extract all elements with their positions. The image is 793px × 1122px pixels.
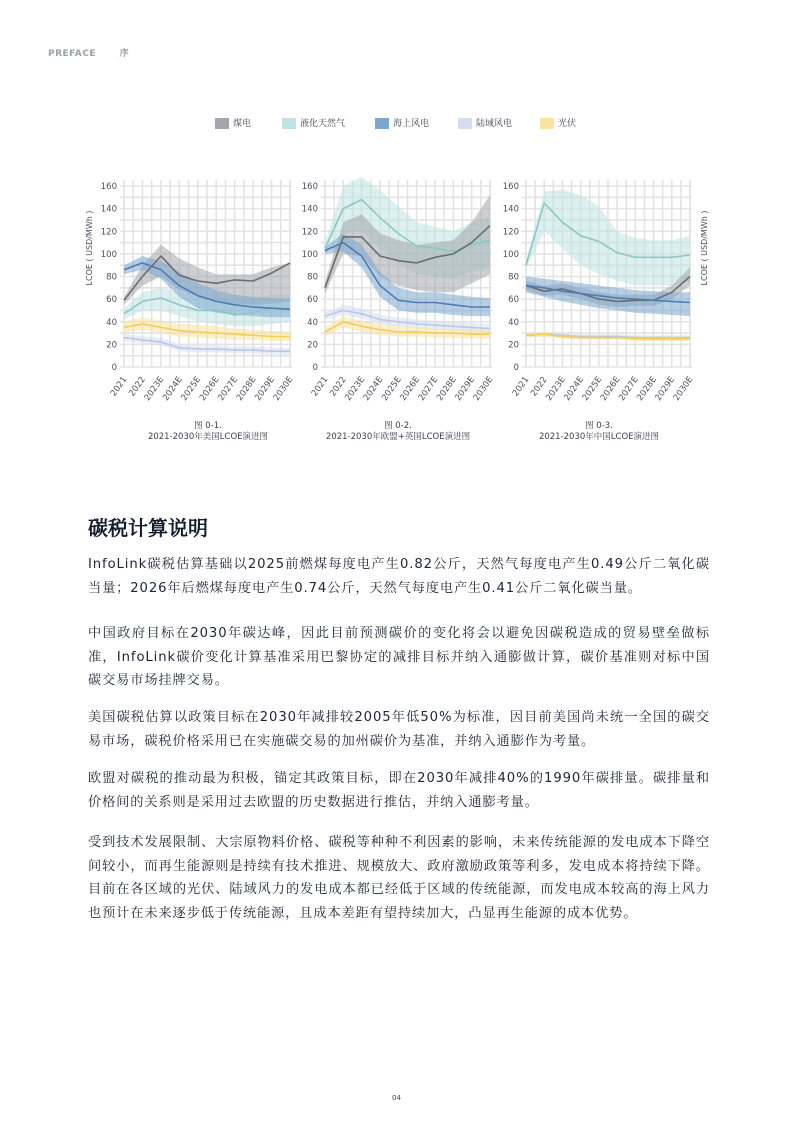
caption-title: 图 0-2. <box>384 421 412 431</box>
x-tick-label: 2025E <box>380 374 404 403</box>
x-tick-label: 2029E <box>253 374 278 403</box>
x-tick-label: 2021 <box>309 374 331 399</box>
y-tick-label: 140 <box>301 204 318 215</box>
x-tick-label: 2030E <box>271 374 296 403</box>
y-tick-label: 100 <box>100 249 117 260</box>
x-tick-label: 2021 <box>108 374 130 399</box>
x-tick-label: 2028E <box>635 374 660 403</box>
y-tick-label: 40 <box>307 317 318 328</box>
legend-label: 煤电 <box>233 119 252 129</box>
x-tick-label: 2027E <box>617 374 641 403</box>
y-tick-label: 140 <box>502 204 519 215</box>
caption-title: 图 0-3. <box>585 421 613 431</box>
x-tick-label: 2028E <box>234 374 259 403</box>
y-tick-label: 0 <box>312 363 318 373</box>
y-tick-label: 160 <box>100 182 117 192</box>
x-tick-label: 2030E <box>471 374 496 403</box>
caption-subtitle: 2021-2030年中国LCOE演进图 <box>538 432 660 442</box>
caption-cn <box>494 421 704 443</box>
x-tick-label: 2022 <box>328 374 349 399</box>
x-tick-label: 2024E <box>361 374 386 403</box>
x-tick-label: 2024E <box>161 374 185 403</box>
x-tick-label: 2025E <box>580 374 605 403</box>
x-tick-label: 2029E <box>453 374 478 403</box>
y-tick-label: 60 <box>106 295 117 306</box>
x-tick-label: 2022 <box>529 374 550 399</box>
legend-label: 液化天然气 <box>300 119 346 129</box>
x-tick-label: 2030E <box>671 374 696 403</box>
paragraph-3: 美国碳税估算以政策目标在2030年减排较2005年低50%为标准，因目前美国尚未统一全国的碳交易市场，碳税价格采用已在实施碳交易的加州碳价为基准，并纳入通膨作为考量。 <box>88 710 710 749</box>
x-tick-label: 2023E <box>142 374 167 403</box>
x-tick-label: 2027E <box>416 374 441 403</box>
y-tick-label: 120 <box>502 227 519 238</box>
y-tick-label: 100 <box>502 249 519 260</box>
caption-title: 图 0-1. <box>194 421 222 431</box>
paragraph-5: 受到技术发展限制、大宗原物料价格、碳税等种种不利因素的影响，未来传统能源的发电成本下降空间较小，而再生能源则是持续有技术推进、规模放大、政府激励政策等利多，发电成本将持续下降。目前在各区域的光伏、陆域风力的发电成本都已经低于区域的传统能源，而发电成本较高的海上风力也预计在未来逐步低于传统能源，且成本差距有望持续加大，凸显再生能源的成本优势。 <box>88 835 710 921</box>
y-tick-label: 100 <box>301 249 318 260</box>
y-tick-label: 120 <box>301 227 318 238</box>
paragraph-4: 欧盟对碳税的推动最为积极，锚定其政策目标，即在2030年减排40%的1990年碳排量。碳排量和价格间的关系则是采用过去欧盟的历史数据进行推估，并纳入通膨考量。 <box>88 771 710 810</box>
y-tick-label: 0 <box>513 363 519 373</box>
caption-us <box>103 421 313 443</box>
x-tick-label: 2022 <box>127 374 148 399</box>
chart-panel-3 <box>503 180 696 403</box>
chart-panel-1 <box>101 180 296 403</box>
y-tick-label: 60 <box>508 295 519 306</box>
caption-subtitle: 2021-2030年美国LCOE演进图 <box>147 432 269 442</box>
x-tick-label: 2026E <box>398 374 423 403</box>
y-axis-title: LCOE ( USD/MWh ) <box>700 210 709 286</box>
x-tick-label: 2027E <box>216 374 241 403</box>
y-tick-label: 80 <box>508 272 519 283</box>
paragraph-2: 中国政府目标在2030年碳达峰，因此目前预测碳价的变化将会以避免因碳税造成的贸易壁垒做标准，InfoLink碳价变化计算基准采用巴黎协定的减排目标并纳入通膨做计算，碳价基准则对标中国碳交易市场挂牌交易。 <box>88 626 710 688</box>
lcoe-charts <box>0 0 793 440</box>
page-number: 04 <box>392 1094 401 1102</box>
x-tick-label: 2026E <box>598 374 623 403</box>
y-tick-label: 140 <box>100 204 117 215</box>
x-tick-label: 2028E <box>435 374 459 403</box>
legend-label: 海上风电 <box>393 119 430 129</box>
caption-subtitle: 2021-2030年欧盟+英国LCOE演进图 <box>325 432 471 442</box>
y-tick-label: 20 <box>106 340 117 351</box>
y-tick-label: 120 <box>100 227 117 238</box>
y-tick-label: 20 <box>307 340 318 351</box>
caption-eu <box>293 421 503 443</box>
x-tick-label: 2026E <box>197 374 222 403</box>
y-tick-label: 40 <box>106 317 117 328</box>
y-tick-label: 40 <box>508 317 519 328</box>
chart-panel-2 <box>302 177 496 403</box>
section-title: 碳税计算说明 <box>88 516 208 540</box>
y-tick-label: 160 <box>502 182 519 192</box>
legend-label: 光伏 <box>558 119 577 129</box>
x-tick-label: 2024E <box>562 374 587 403</box>
y-tick-label: 60 <box>307 295 318 306</box>
y-tick-label: 20 <box>508 340 519 351</box>
paragraph-1: InfoLink碳税估算基础以2025前燃煤每度电产生0.82公斤，天然气每度电产生0.49公斤二氧化碳当量；2026年后燃煤每度电产生0.74公斤，天然气每度电产生0.41公斤二氧化碳当量。 <box>88 557 710 596</box>
x-tick-label: 2029E <box>653 374 678 403</box>
y-tick-label: 0 <box>111 363 117 373</box>
x-tick-label: 2023E <box>544 374 568 403</box>
y-tick-label: 80 <box>307 272 318 283</box>
y-tick-label: 80 <box>106 272 117 283</box>
header-en: PREFACE <box>48 49 97 59</box>
header-zh: 序 <box>119 49 130 59</box>
x-tick-label: 2021 <box>510 374 532 399</box>
x-tick-label: 2025E <box>179 374 204 403</box>
y-axis-title: LCOE ( USD/MWh ) <box>85 210 94 286</box>
y-tick-label: 160 <box>301 182 318 192</box>
legend-label: 陆域风电 <box>476 119 513 129</box>
x-tick-label: 2023E <box>343 374 368 403</box>
